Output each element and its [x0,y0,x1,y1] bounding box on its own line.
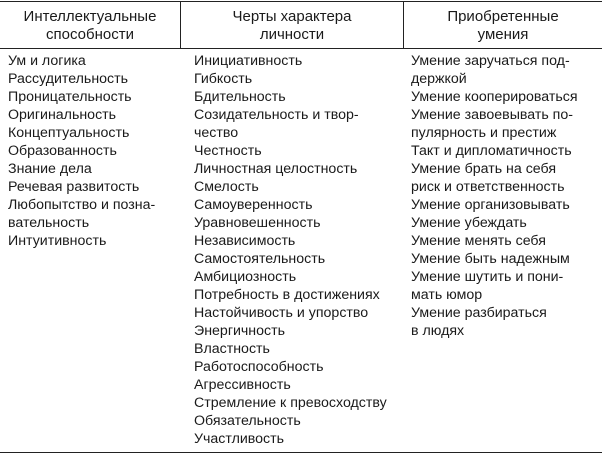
list-item: риск и ответственность [411,179,565,195]
list-item: Личностная целостность [194,161,358,177]
list-item: Ум и логика [8,53,86,69]
list-item: держкой [411,71,467,87]
list-item: Умение кооперироваться [411,89,578,105]
list-item: Умение завоевывать по- [411,107,573,123]
list-item: Созидательность и твор- [194,107,359,123]
list-item: Образованность [8,143,117,159]
list-item: Гибкость [194,71,253,87]
list-item: Участливость [194,431,285,447]
table-bottom-rule [0,452,602,453]
list-item: Работоспособность [194,359,324,375]
list-item: Умение разбираться [411,305,547,321]
list-item: Настойчивость и упорство [194,305,369,321]
list-item: Умение менять себя [411,233,546,249]
list-item: Энергичность [194,323,286,339]
list-item: Уравновешенность [194,215,321,231]
header-intellectual-abilities: Интеллектуальные способности [23,8,157,43]
list-item: Умение организовывать [411,197,570,213]
column-character-traits [194,52,402,448]
list-item: Интуитивность [8,233,107,249]
list-item: Амбициозность [194,269,297,285]
table-top-rule [0,1,602,2]
list-item: пулярность и престиж [411,125,557,141]
list-item: в людях [411,323,465,339]
list-item: вательность [8,215,90,231]
list-item: Властность [194,341,270,357]
list-item: Самостоятельность [194,251,326,267]
list-item: Умение брать на себя [411,161,557,177]
header-character-traits: Черты характера личности [232,8,352,43]
list-item: чество [194,125,239,141]
list-item: Самоуверенность [194,197,313,213]
list-item: Инициативность [194,53,303,69]
list-item: Потребность в достижениях [194,287,380,303]
list-item: Умение быть надежным [411,251,570,267]
column-intellectual-abilities [8,52,178,250]
list-item: Рассудительность [8,71,129,87]
list-item: Умение заручаться под- [411,53,570,69]
list-item: Умение шутить и пони- [411,269,564,285]
list-item: мать юмор [411,287,483,303]
list-item: Бдительность [194,89,286,105]
list-item: Смелость [194,179,259,195]
list-item: Такт и дипломатичность [411,143,572,159]
list-item: Концептуальность [8,125,130,141]
list-item: Проницательность [8,89,132,105]
list-item: Оригинальность [8,107,117,123]
header-separator-rule [0,48,602,49]
list-item: Любопытство и позна- [8,197,156,213]
list-item: Речевая развитость [8,179,140,195]
list-item: Обязательность [194,413,301,429]
list-item: Стремление к превосходству [194,395,387,411]
list-item: Умение убеждать [411,215,527,231]
header-acquired-skills: Приобретенные умения [447,8,559,43]
list-item: Знание дела [8,161,92,177]
list-item: Независимость [194,233,296,249]
list-item: Агрессивность [194,377,291,393]
list-item: Честность [194,143,262,159]
column-acquired-skills [411,52,601,340]
